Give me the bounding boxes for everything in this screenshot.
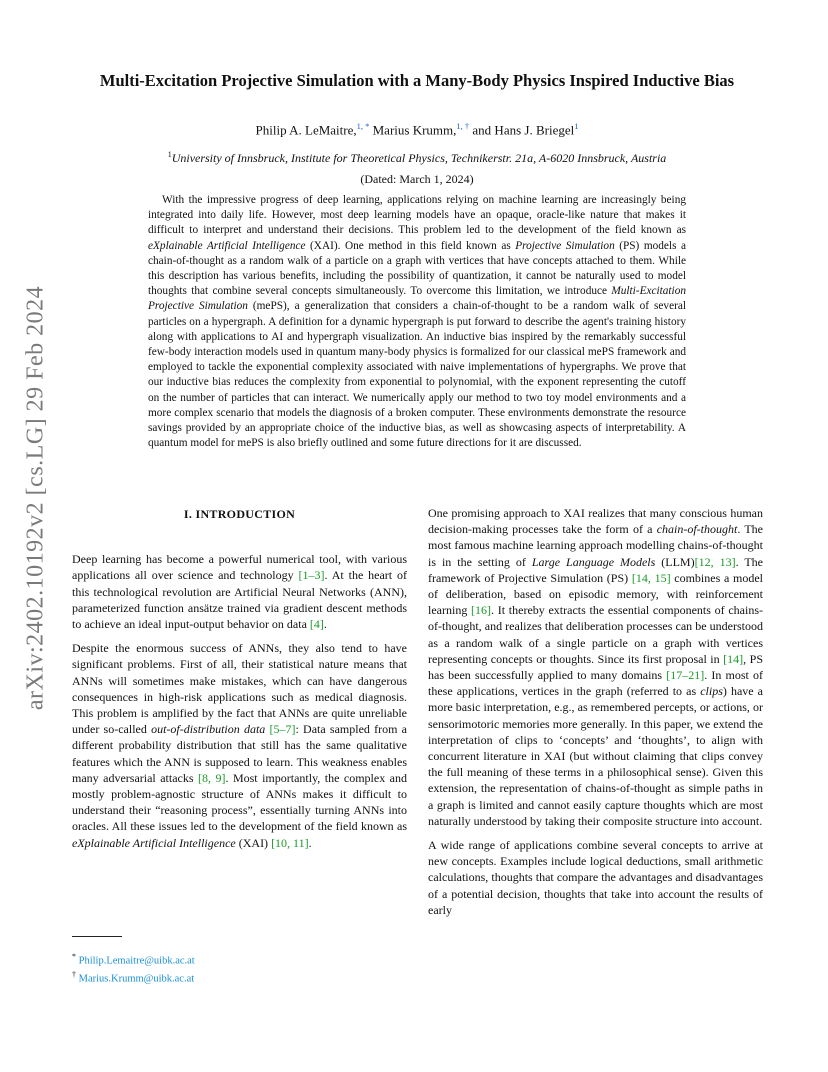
- abstract: [148, 193, 686, 451]
- citation-link[interactable]: [4]: [309, 617, 324, 632]
- citation-link[interactable]: [14]: [723, 651, 744, 666]
- citation-link[interactable]: [5–7]: [269, 722, 296, 737]
- body-text: (XAI): [235, 835, 272, 850]
- arxiv-sidebar: [18, 285, 54, 711]
- paper-title: Multi-Excitation Projective Simulation with a Many-Body Physics Inspired Inductive Bias: [99, 71, 735, 90]
- left-column: [72, 506, 407, 859]
- body-text: (LLM): [655, 554, 695, 569]
- body-text: . The most famous machine learning approach modelling chains-of-thought is in the setting of: [428, 522, 763, 569]
- citation-link[interactable]: [8, 9]: [198, 770, 226, 785]
- affiliation-mark: 1: [167, 150, 172, 159]
- body-text: .: [323, 617, 327, 632]
- author-list: [70, 121, 764, 138]
- author-name: Philip A. LeMaitre,: [255, 122, 357, 138]
- body-emphasis: chain-of-thought: [656, 522, 738, 537]
- body-text: . At the heart of this technological revolution are Artificial Neural Networks (ANN), parameterized function ansätze trained via gradient descent methods to achieve an ideal input-output behavior on data: [72, 568, 407, 632]
- section-heading: I. INTRODUCTION: [183, 507, 296, 521]
- footnotes: [72, 950, 372, 986]
- citation-link[interactable]: [17–21]: [666, 668, 705, 683]
- body-text: . The framework of Projective Simulation (PS): [428, 554, 763, 585]
- abstract-emphasis: eXplainable Artificial Intelligence: [148, 239, 306, 252]
- abstract-text: (mePS), a generalization that considers a chain-of-thought to be a random walk of several particles on a hypergraph. A definition for a dynamic hypergraph is put forward to describe the agent's training history along with applications to AI and hypergraph visualization. An inductive bias inspired by the remarkably successful few-body interaction models used in quantum many-body physics is formalized for our classical mePS framework and employed to tackle the exponential complexity associated with naive implementations of hypergraphs. We prove that our inductive bias reduces the complexity from exponential to polynomial, with the exponent representing the cutoff on the number of particles that can interact. We numerically apply our method to two toy model environments and a more complex scenario that models the diagnosis of a broken computer. These environments demonstrate the resource savings provided by an appropriate choice of the inductive bias, as well as showcasing aspects of interpretability. A quantum model for mePS is also briefly outlined and some future directions for it are discussed.: [148, 300, 686, 450]
- abstract-text: (PS) models a chain-of-thought as a random walk of a particle on a graph with vertices that have concepts attached to them. While this description has various benefits, including the possibility of quantization, it cannot be naturally used to model thoughts that combine several concepts simultaneously. To overcome this limitation, we introduce: [148, 239, 686, 298]
- citation-link[interactable]: [10, 11]: [271, 835, 309, 850]
- right-column: [428, 505, 763, 926]
- citation-link[interactable]: [1–3]: [298, 568, 325, 583]
- body-text: Deep learning has become a powerful numerical tool, with various applications all over science and technology: [72, 552, 407, 583]
- body-text: .: [308, 835, 312, 850]
- affiliation-text: University of Innsbruck, Institute for Theoretical Physics, Technikerstr. 21a, A-6020 Innsbruck, Austria: [171, 151, 667, 165]
- author-affiliation-mark[interactable]: 1, †: [456, 121, 470, 131]
- citation-link[interactable]: [16]: [471, 603, 492, 618]
- author-affiliation-mark[interactable]: 1, *: [356, 121, 370, 131]
- author-name: and Hans J. Briegel: [472, 122, 575, 138]
- body-text: . In most of these applications, vertices in the graph (referred to as: [428, 668, 763, 699]
- body-text: . Most importantly, the complex and mostly problem-agnostic structure of ANNs makes it difficult to understand their “reasoning process”, essentially turning ANNs into oracles. All these issues led to the development of the field known as: [72, 770, 407, 834]
- abstract-emphasis: Multi-Excitation Projective Simulation: [148, 285, 686, 313]
- body-emphasis: Large Language Models: [531, 554, 656, 569]
- footnote-rule: [72, 936, 122, 937]
- body-paragraph: [72, 551, 407, 632]
- body-paragraph: [428, 505, 763, 829]
- abstract-text: (XAI). One method in this field known as: [305, 239, 516, 252]
- body-emphasis: eXplainable Artificial Intelligence: [72, 835, 236, 850]
- body-text: One promising approach to XAI realizes that many conscious human decision-making processes take the form of a: [428, 506, 763, 537]
- footnote: [72, 968, 372, 986]
- footnote: [72, 950, 372, 968]
- author-name: Marius Krumm,: [372, 122, 457, 138]
- email-link[interactable]: Marius.Krumm@uibk.ac.at: [78, 973, 195, 985]
- body-text: ) have a more basic interpretation, e.g., as remembered percepts, or actions, or sensorimotoric memories more generally. In this paper, we extend the interpretation of clips to ‘concepts’ and ‘thoughts’, to align with concurrent literature in XAI (but without claiming that clips convey the full meaning of these terms in a philosophical sense). Given this extension, the representation of chains-of-thought as simple paths in a graph is limited and cannot easily capture thoughts which are most naturally understood by taking their composite structure into account.: [428, 684, 763, 828]
- email-link[interactable]: Philip.Lemaitre@uibk.ac.at: [78, 955, 195, 967]
- body-paragraph: [72, 640, 407, 851]
- body-text: : Data sampled from a different probability distribution that still has the same qualitative features which the ANN is supposed to learn. This weakness enables many adversarial attacks: [72, 722, 407, 785]
- body-text: . It thereby extracts the essential components of chains-of-thought, and realizes that deliberation processes can be understood as a random walk of a single particle on a graph with vertices representing concepts or thoughts. Since its first proposal in: [428, 603, 763, 666]
- author-affiliation-mark[interactable]: 1: [574, 121, 579, 131]
- affiliation: [70, 150, 764, 166]
- arxiv-identifier[interactable]: arXiv:2402.10192v2 [cs.LG] 29 Feb 2024: [22, 285, 49, 711]
- body-emphasis: out-of-distribution data: [151, 722, 266, 737]
- body-paragraph: A wide range of applications combine several concepts to arrive at new concepts. Examples include logical deductions, small arithmetic calculations, thoughts that compare the advantages and disadvantages of a potential decision, thoughts that take into account the results of early: [428, 838, 763, 917]
- body-text: , PS has been successfully applied to many domains: [428, 651, 763, 683]
- footnote-mark: †: [72, 970, 76, 979]
- body-emphasis: clips: [700, 684, 723, 699]
- date-line: (Dated: March 1, 2024): [360, 172, 474, 186]
- abstract-text: With the impressive progress of deep learning, applications relying on machine learning are increasingly being integrated into daily life. However, most deep learning models have an opaque, oracle-like nature that makes it difficult to interpret and understand their decisions. This problem led to the development of the field known as: [148, 194, 686, 237]
- citation-link[interactable]: [14, 15]: [631, 570, 671, 585]
- citation-link[interactable]: [12, 13]: [694, 554, 736, 569]
- footnote-mark: *: [72, 952, 76, 961]
- abstract-emphasis: Projective Simulation: [515, 239, 615, 252]
- body-text: combines a model of deliberation, based on episodic memory, with reinforcement learning: [428, 570, 764, 618]
- body-text: Despite the enormous success of ANNs, they also tend to have significant problems. First of all, their statistical nature means that ANNs will sometimes make mistakes, which can have dangerous consequences in high-risk applications such as medical diagnosis. This problem is amplified by the fact that ANNs are quite unreliable under so-called: [72, 641, 407, 737]
